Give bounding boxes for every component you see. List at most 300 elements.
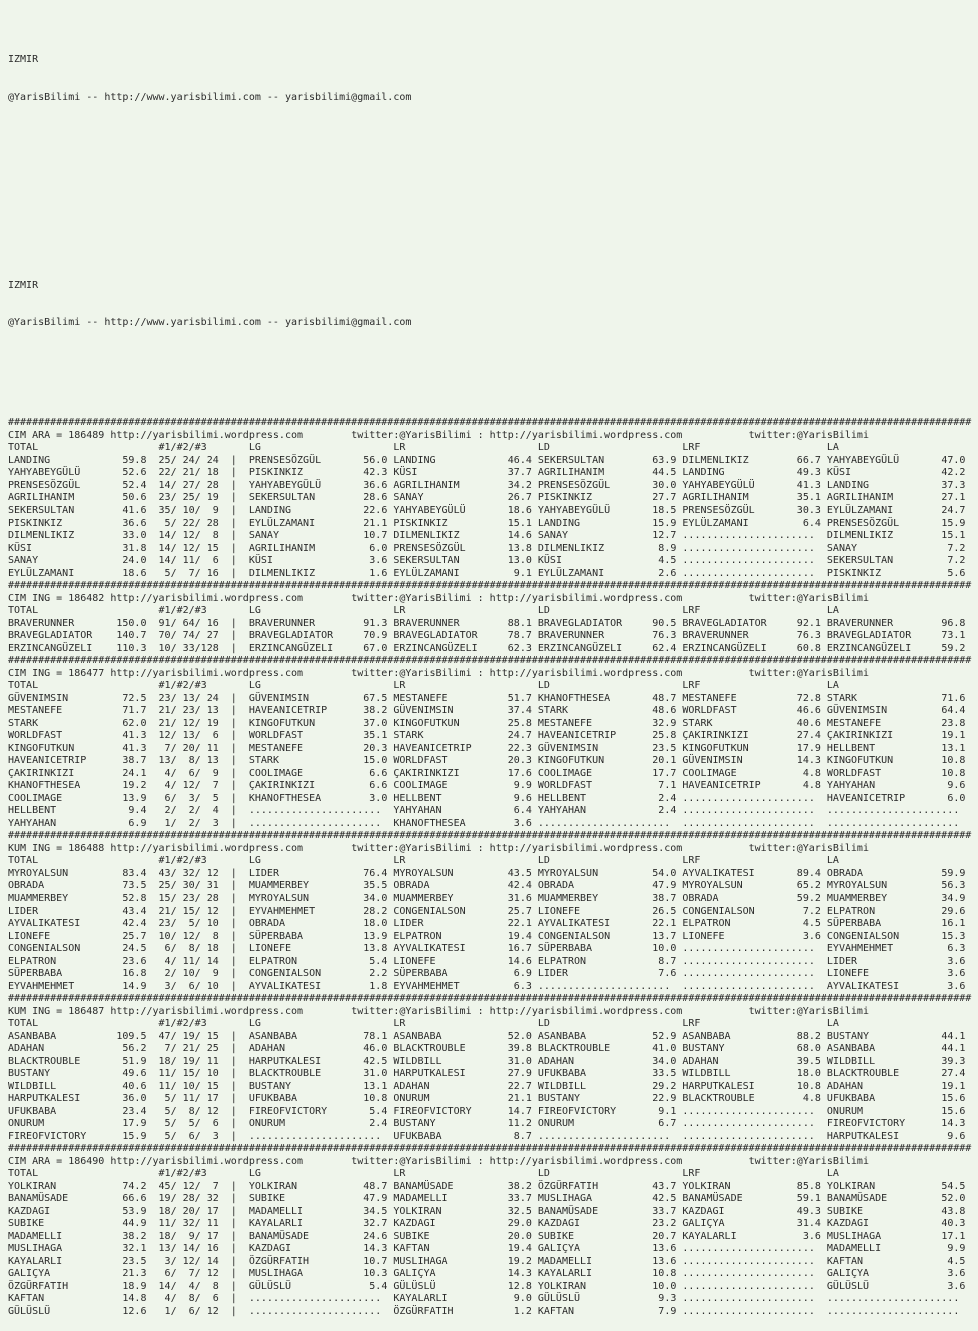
- table-row: [8, 505, 978, 518]
- lrf-horse-name: AYVALIKATESI: [682, 867, 785, 879]
- total-value: 52.6: [104, 467, 147, 479]
- lg-horse-name: KAZDAGI: [248, 1243, 352, 1255]
- total-value: 36.6: [104, 517, 147, 529]
- la-value: 19.1: [929, 1080, 966, 1092]
- total-value: 71.7: [104, 705, 147, 717]
- table-row: [8, 718, 978, 731]
- horse-name: PRENSESÖZGÜL: [8, 479, 105, 491]
- horse-name: BANAMÜSADE: [8, 1193, 105, 1205]
- lrf-value: 72.8: [784, 692, 821, 704]
- la-horse-name: FIREOFVICTORY: [826, 1118, 930, 1130]
- lr-value: 37.4: [495, 705, 532, 717]
- la-value: 3.6: [929, 1268, 966, 1280]
- finish-counts: 70/ 74/ 27: [152, 630, 219, 642]
- table-row: [8, 1218, 978, 1231]
- lg-horse-name: BRAVEGLADIATOR: [248, 630, 352, 642]
- total-value: 18.6: [104, 567, 147, 579]
- column-header-row: [8, 442, 978, 455]
- ld-horse-name: HAVEANICETRIP: [537, 730, 641, 742]
- lr-value: 22.7: [495, 1080, 532, 1092]
- table-row: [8, 943, 978, 956]
- lg-value: 24.6: [351, 1230, 388, 1242]
- ld-value: 7.6: [640, 968, 677, 980]
- ld-horse-name: OBRADA: [537, 880, 641, 892]
- ld-value: 7.9: [640, 1306, 677, 1317]
- lg-value: 78.1: [351, 1030, 388, 1042]
- horse-name: PISKINKIZ: [8, 517, 105, 529]
- lrf-horse-name: KINGOFUTKUN: [682, 742, 785, 754]
- finish-counts: 35/ 10/ 9: [152, 505, 219, 516]
- ld-horse-name: BRAVEGLADIATOR: [537, 617, 641, 629]
- lr-horse-name: ERZINCANGÜZELI: [393, 642, 496, 654]
- column-divider: |: [218, 1055, 249, 1067]
- section-header-row: KUM ING = 186487 http://yarisbilimi.wordpress.com twitter:@YarisBilimi : http://yarisbilimi.wordpress.com twitter:@YarisBilimi: [8, 1005, 869, 1017]
- lrf-value: 66.7: [784, 454, 821, 466]
- ld-horse-name: SANAY: [537, 530, 641, 542]
- ld-horse-name: BUSTANY: [537, 1093, 641, 1105]
- lr-horse-name: LIONEFE: [393, 955, 496, 967]
- lr-value: 39.8: [495, 1043, 532, 1055]
- la-horse-name: BRAVEGLADIATOR: [826, 630, 930, 642]
- wordpress-url: http://yarisbilimi.wordpress.com: [110, 592, 304, 604]
- finish-counts: 21/ 23/ 13: [152, 705, 219, 717]
- lg-horse-name: DILMENLIKIZ: [248, 567, 352, 579]
- table-row: [8, 906, 978, 919]
- column-divider: |: [218, 1105, 249, 1117]
- la-horse-name: MUSLIHAGA: [826, 1230, 930, 1242]
- la-value: 54.5: [929, 1180, 966, 1192]
- ld-horse-name: BANAMÜSADE: [537, 1205, 641, 1217]
- table-row: [8, 568, 978, 581]
- total-value: 16.8: [104, 968, 147, 980]
- total-value: 14.9: [104, 980, 147, 992]
- la-horse-name: ADAHAN: [826, 1080, 930, 1092]
- table-row: [8, 1106, 978, 1119]
- column-header-lg: LG: [248, 680, 394, 692]
- total-value: 52.4: [104, 479, 147, 491]
- lr-value: 51.7: [495, 692, 532, 704]
- column-divider: |: [218, 742, 249, 754]
- lr-value: 43.5: [495, 867, 532, 879]
- lrf-horse-name: BRAVERUNNER: [682, 630, 785, 642]
- ld-value: 33.7: [640, 1205, 677, 1217]
- lg-horse-name: KÜSI: [248, 555, 352, 567]
- ld-horse-name: BLACKTROUBLE: [537, 1043, 641, 1055]
- total-value: 43.4: [104, 905, 147, 917]
- column-divider: |: [218, 1268, 249, 1280]
- lrf-value: 41.3: [784, 479, 821, 491]
- table-row: [8, 1081, 978, 1094]
- column-header-total: TOTAL: [8, 1018, 159, 1030]
- finish-counts: 43/ 32/ 12: [152, 867, 219, 879]
- table-row: [8, 1068, 978, 1081]
- lrf-empty-cell: ......................: [682, 1268, 827, 1280]
- lr-horse-name: COOLIMAGE: [393, 780, 496, 792]
- ld-value: 12.7: [640, 530, 677, 542]
- lr-horse-name: LIDER: [393, 918, 496, 930]
- lrf-horse-name: BLACKTROUBLE: [682, 1093, 785, 1105]
- la-horse-name: ÇAKIRINKIZI: [826, 730, 930, 742]
- ld-horse-name: MUSLIHAGA: [537, 1193, 641, 1205]
- la-value: 44.1: [929, 1030, 966, 1042]
- horse-name: YAHYAHAN: [8, 817, 105, 829]
- ld-horse-name: FIREOFVICTORY: [537, 1105, 641, 1117]
- lr-value: 17.6: [495, 767, 532, 779]
- la-value: 24.7: [929, 505, 966, 516]
- column-divider: |: [218, 755, 249, 767]
- lrf-value: 40.6: [784, 717, 821, 729]
- wordpress-url: http://yarisbilimi.wordpress.com: [489, 429, 683, 441]
- ld-horse-name: MESTANEFE: [537, 717, 641, 729]
- lg-value: 31.0: [351, 1068, 388, 1080]
- twitter-handle: twitter:@YarisBilimi: [748, 592, 869, 604]
- column-divider: |: [218, 980, 249, 992]
- lr-value: 20.3: [495, 755, 532, 767]
- lrf-value: 59.1: [784, 1193, 821, 1205]
- lrf-empty-cell: ......................: [682, 1280, 827, 1292]
- lg-value: 13.8: [351, 943, 388, 955]
- finish-counts: 45/ 12/ 7: [152, 1180, 219, 1192]
- ld-horse-name: MYROYALSUN: [537, 867, 641, 879]
- lr-value: 33.7: [495, 1193, 532, 1205]
- finish-counts: 11/ 15/ 10: [152, 1068, 219, 1080]
- total-value: 25.7: [104, 930, 147, 942]
- lr-horse-name: CONGENIALSON: [393, 905, 496, 917]
- lg-horse-name: HARPUTKALESI: [248, 1055, 352, 1067]
- horse-name: EYLÜLZAMANI: [8, 567, 105, 579]
- total-value: 21.3: [104, 1268, 147, 1280]
- column-divider: |: [218, 968, 249, 980]
- lr-horse-name: LANDING: [393, 454, 496, 466]
- lg-value: 56.0: [351, 454, 388, 466]
- column-divider: |: [218, 717, 249, 729]
- lr-value: 26.7: [495, 492, 532, 504]
- ld-horse-name: COOLIMAGE: [537, 767, 641, 779]
- lg-value: 10.3: [351, 1268, 388, 1280]
- lrf-empty-cell: ......................: [682, 1306, 827, 1317]
- wordpress-url: http://yarisbilimi.wordpress.com: [110, 667, 304, 679]
- column-header-lrf: LRF: [682, 605, 827, 617]
- lr-horse-name: YAHYABEYGÜLÜ: [393, 505, 496, 516]
- lg-horse-name: ELPATRON: [248, 955, 352, 967]
- lrf-horse-name: WORLDFAST: [682, 705, 785, 717]
- ld-value: 13.7: [640, 930, 677, 942]
- ld-horse-name: PISKINKIZ: [537, 492, 641, 504]
- total-value: 24.0: [104, 555, 147, 567]
- lg-value: 5.4: [351, 1280, 388, 1292]
- column-divider: |: [218, 1230, 249, 1242]
- column-divider: |: [218, 1118, 249, 1130]
- la-value: 4.5: [929, 1255, 966, 1267]
- la-horse-name: AGRILIHANIM: [826, 492, 930, 504]
- lrf-value: 18.0: [784, 1068, 821, 1080]
- la-horse-name: BANAMÜSADE: [826, 1193, 930, 1205]
- lg-empty-cell: ......................: [248, 1306, 394, 1317]
- total-value: 74.2: [104, 1180, 147, 1192]
- lg-value: 37.0: [351, 717, 388, 729]
- lg-horse-name: CONGENIALSON: [248, 968, 352, 980]
- lrf-empty-cell: ......................: [682, 555, 827, 567]
- column-header-placings: #1/#2/#3: [158, 855, 249, 867]
- ld-value: 15.9: [640, 517, 677, 529]
- ld-horse-name: DILMENLIKIZ: [537, 542, 641, 554]
- lrf-value: 89.4: [784, 867, 821, 879]
- wordpress-url: http://yarisbilimi.wordpress.com: [110, 1155, 304, 1167]
- wordpress-url: http://yarisbilimi.wordpress.com: [489, 592, 683, 604]
- ld-value: 47.9: [640, 880, 677, 892]
- column-divider: |: [218, 1180, 249, 1192]
- section-separator: ################################################################################################################################################################: [8, 580, 972, 592]
- finish-counts: 18/ 19/ 11: [152, 1055, 219, 1067]
- la-value: 14.3: [929, 1118, 966, 1130]
- lg-horse-name: ERZINCANGÜZELI: [248, 642, 352, 654]
- horse-name: ÖZGÜRFATIH: [8, 1280, 105, 1292]
- la-value: 10.8: [929, 755, 966, 767]
- horse-name: OBRADA: [8, 880, 105, 892]
- la-value: 15.6: [929, 1093, 966, 1105]
- finish-counts: 4/ 8/ 6: [152, 1293, 219, 1305]
- lrf-empty-cell: ......................: [682, 955, 827, 967]
- la-horse-name: SÜPERBABA: [826, 918, 930, 930]
- ld-horse-name: PRENSESÖZGÜL: [537, 479, 641, 491]
- ld-horse-name: EYLÜLZAMANI: [537, 567, 641, 579]
- la-horse-name: MADAMELLI: [826, 1243, 930, 1255]
- finish-counts: 18/ 20/ 17: [152, 1205, 219, 1217]
- lr-horse-name: FIREOFVICTORY: [393, 1105, 496, 1117]
- lr-value: 20.0: [495, 1230, 532, 1242]
- lrf-horse-name: EYLÜLZAMANI: [682, 517, 785, 529]
- lr-value: 6.9: [495, 968, 532, 980]
- table-row: [8, 793, 978, 806]
- la-value: 56.3: [929, 880, 966, 892]
- race-section: [8, 1143, 978, 1318]
- lr-value: 14.7: [495, 1105, 532, 1117]
- la-value: 16.1: [929, 918, 966, 930]
- la-value: 73.1: [929, 630, 966, 642]
- lrf-empty-cell: ......................: [682, 792, 827, 804]
- total-value: 41.6: [104, 505, 147, 516]
- column-header-la: LA: [826, 1168, 839, 1180]
- column-header-row: [8, 1018, 978, 1031]
- la-value: 6.0: [929, 792, 966, 804]
- lg-value: 13.1: [351, 1080, 388, 1092]
- lrf-horse-name: MYROYALSUN: [682, 880, 785, 892]
- horse-name: MYROYALSUN: [8, 867, 105, 879]
- lg-horse-name: WORLDFAST: [248, 730, 352, 742]
- lrf-horse-name: YAHYABEYGÜLÜ: [682, 479, 785, 491]
- horse-name: EYVAHMEHMET: [8, 980, 105, 992]
- column-divider: |: [218, 1193, 249, 1205]
- total-value: 18.9: [104, 1280, 147, 1292]
- total-value: 44.9: [104, 1218, 147, 1230]
- total-value: 150.0: [104, 617, 147, 629]
- lg-horse-name: PISKINKIZ: [248, 467, 352, 479]
- table-row: [8, 893, 978, 906]
- lg-horse-name: EYVAHMEHMET: [248, 905, 352, 917]
- la-value: 43.8: [929, 1205, 966, 1217]
- lrf-value: 49.3: [784, 1205, 821, 1217]
- horse-name: KÜSI: [8, 542, 105, 554]
- total-value: 9.4: [104, 805, 147, 817]
- horse-name: YOLKIRAN: [8, 1180, 105, 1192]
- lg-value: 67.0: [351, 642, 388, 654]
- table-row: [8, 1306, 978, 1319]
- column-divider: |: [218, 1293, 249, 1305]
- finish-counts: 10/ 12/ 8: [152, 930, 219, 942]
- ld-horse-name: KINGOFUTKUN: [537, 755, 641, 767]
- lg-value: 5.4: [351, 955, 388, 967]
- lr-value: 27.9: [495, 1068, 532, 1080]
- ld-horse-name: ADAHAN: [537, 1055, 641, 1067]
- race-id: KUM ING = 186487: [8, 1005, 105, 1017]
- column-divider: |: [218, 1080, 249, 1092]
- blank-line: [8, 167, 978, 180]
- total-value: 52.8: [104, 892, 147, 904]
- finish-counts: 10/ 33/128: [152, 642, 219, 654]
- lg-value: 10.7: [351, 530, 388, 542]
- section-header-row: CIM ARA = 186490 http://yarisbilimi.wordpress.com twitter:@YarisBilimi : http://yarisbilimi.wordpress.com twitter:@YarisBilimi: [8, 1155, 869, 1167]
- horse-name: GÜLÜSLÜ: [8, 1306, 105, 1317]
- ld-value: 17.7: [640, 767, 677, 779]
- column-header-la: LA: [826, 442, 839, 454]
- lg-value: 3.6: [351, 555, 388, 567]
- ld-horse-name: STARK: [537, 705, 641, 717]
- lg-value: 20.3: [351, 742, 388, 754]
- total-value: 15.9: [104, 1130, 147, 1142]
- lr-value: 15.1: [495, 517, 532, 529]
- column-header-placings: #1/#2/#3: [158, 442, 249, 454]
- column-divider: |: [218, 955, 249, 967]
- ld-value: 44.5: [640, 467, 677, 479]
- lrf-horse-name: HAVEANICETRIP: [682, 780, 785, 792]
- lrf-value: 88.2: [784, 1030, 821, 1042]
- lr-horse-name: SEKERSULTAN: [393, 555, 496, 567]
- column-divider: |: [218, 1030, 249, 1042]
- column-divider: |: [218, 867, 249, 879]
- column-header-ld: LD: [537, 442, 683, 454]
- lr-value: 9.0: [495, 1293, 532, 1305]
- lr-horse-name: SANAY: [393, 492, 496, 504]
- horse-name: ÇAKIRINKIZI: [8, 767, 105, 779]
- horse-name: HAVEANICETRIP: [8, 755, 105, 767]
- la-value: 9.6: [929, 780, 966, 792]
- lg-horse-name: KINGOFUTKUN: [248, 717, 352, 729]
- ld-value: 18.5: [640, 505, 677, 516]
- finish-counts: 5/ 6/ 3: [152, 1130, 219, 1142]
- lrf-value: 4.8: [784, 1093, 821, 1105]
- horse-name: BRAVEGLADIATOR: [8, 630, 105, 642]
- race-section: [8, 417, 978, 580]
- column-divider: |: [218, 1218, 249, 1230]
- lrf-empty-cell: ......................: [682, 805, 827, 817]
- total-value: 24.1: [104, 767, 147, 779]
- lr-value: 31.6: [495, 892, 532, 904]
- lr-horse-name: PRENSESÖZGÜL: [393, 542, 496, 554]
- la-value: 7.2: [929, 555, 966, 567]
- table-row: [8, 1131, 978, 1144]
- ld-horse-name: BRAVERUNNER: [537, 630, 641, 642]
- la-value: 47.0: [929, 454, 966, 466]
- lrf-horse-name: BUSTANY: [682, 1043, 785, 1055]
- ld-horse-name: HELLBENT: [537, 792, 641, 804]
- lrf-empty-cell: ......................: [682, 567, 827, 579]
- column-divider: |: [218, 1280, 249, 1292]
- table-row: [8, 818, 978, 831]
- lr-horse-name: KHANOFTHESEA: [393, 817, 496, 829]
- la-value: 71.6: [929, 692, 966, 704]
- ld-value: 41.0: [640, 1043, 677, 1055]
- total-value: 31.8: [104, 542, 147, 554]
- twitter-handle: twitter:@YarisBilimi: [748, 842, 869, 854]
- twitter-handle: twitter:@YarisBilimi: [351, 429, 472, 441]
- ld-value: 38.7: [640, 892, 677, 904]
- lr-horse-name: ELPATRON: [393, 930, 496, 942]
- ld-horse-name: YAHYAHAN: [537, 805, 641, 817]
- byline: @YarisBilimi -- http://www.yarisbilimi.com -- yarisbilimi@gmail.com: [8, 91, 412, 103]
- twitter-handle: twitter:@YarisBilimi: [748, 667, 869, 679]
- la-value: 3.6: [929, 968, 966, 980]
- blank-line: [8, 204, 978, 217]
- la-horse-name: HELLBENT: [826, 742, 930, 754]
- lrf-value: 14.3: [784, 755, 821, 767]
- column-header-lr: LR: [393, 1018, 538, 1030]
- la-horse-name: LANDING: [826, 479, 930, 491]
- lg-value: 38.2: [351, 705, 388, 717]
- table-row: [8, 1231, 978, 1244]
- ld-value: 8.7: [640, 955, 677, 967]
- total-value: 33.0: [104, 530, 147, 542]
- lr-value: 3.6: [495, 817, 532, 829]
- la-value: 6.3: [929, 943, 966, 955]
- finish-counts: 6/ 8/ 18: [152, 943, 219, 955]
- finish-counts: 23/ 13/ 24: [152, 692, 219, 704]
- ld-value: 42.5: [640, 1193, 677, 1205]
- column-header-total: TOTAL: [8, 855, 159, 867]
- la-empty-cell: ......................: [826, 817, 972, 829]
- ld-horse-name: AGRILIHANIM: [537, 467, 641, 479]
- column-divider: |: [218, 1306, 249, 1317]
- lr-value: 21.1: [495, 1093, 532, 1105]
- lg-horse-name: ASANBABA: [248, 1030, 352, 1042]
- la-horse-name: EYLÜLZAMANI: [826, 505, 930, 516]
- ld-horse-name: ELPATRON: [537, 955, 641, 967]
- lrf-horse-name: BRAVEGLADIATOR: [682, 617, 785, 629]
- ld-value: 8.9: [640, 542, 677, 554]
- total-value: 23.6: [104, 955, 147, 967]
- la-horse-name: MYROYALSUN: [826, 880, 930, 892]
- report-header: [8, 29, 978, 392]
- column-header-lrf: LRF: [682, 442, 827, 454]
- lr-horse-name: KÜSI: [393, 467, 496, 479]
- lr-value: 62.3: [495, 642, 532, 654]
- la-horse-name: KINGOFUTKUN: [826, 755, 930, 767]
- la-horse-name: ONURUM: [826, 1105, 930, 1117]
- lg-horse-name: MUSLIHAGA: [248, 1268, 352, 1280]
- finish-counts: 14/ 12/ 8: [152, 530, 219, 542]
- column-divider: |: [218, 780, 249, 792]
- table-row: [8, 455, 978, 468]
- la-value: 9.9: [929, 1243, 966, 1255]
- finish-counts: 5/ 7/ 16: [152, 567, 219, 579]
- lrf-horse-name: PRENSESÖZGÜL: [682, 505, 785, 516]
- lr-horse-name: STARK: [393, 730, 496, 742]
- race-section: [8, 830, 978, 993]
- lr-value: 14.6: [495, 530, 532, 542]
- total-value: 38.7: [104, 755, 147, 767]
- lrf-value: 59.2: [784, 892, 821, 904]
- lg-horse-name: EYLÜLZAMANI: [248, 517, 352, 529]
- lrf-value: 65.2: [784, 880, 821, 892]
